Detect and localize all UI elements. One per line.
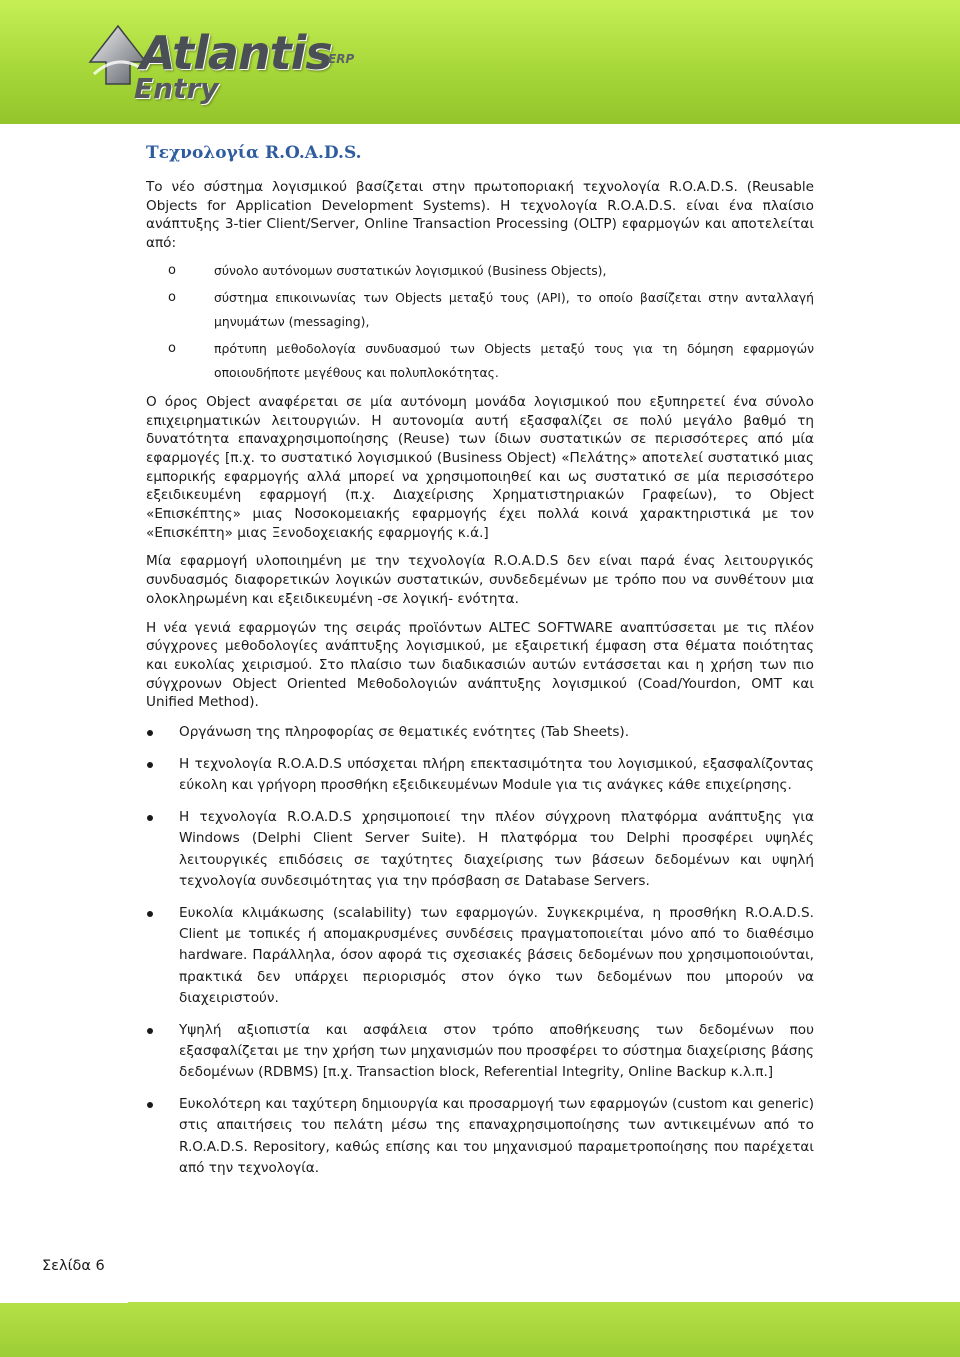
document-body	[146, 142, 814, 1190]
feature-list	[146, 722, 814, 1179]
section-title: Τεχνολογία R.O.A.D.S.	[146, 143, 362, 163]
bullet-icon	[147, 911, 153, 917]
circle-bullet-icon: o	[168, 262, 176, 278]
logo-entry-label: Entry	[134, 72, 219, 105]
bullet-icon	[147, 762, 153, 768]
circle-bullet-icon: o	[168, 340, 176, 356]
bullet-icon	[147, 1028, 153, 1034]
list-item: Η τεχνολογία R.O.A.D.S χρησιμοποιεί την πλέον σύγχρονη πλατφόρμα ανάπτυξης για Windows (Delphi Client Server Suite). Η πλατφόρμα του Delphi προσφέρει υψηλές λειτουργικές επιδόσεις σε ταχύτητες διαχείρισης των βάσεων δεδομένων και υψηλή τεχνολογία συνδεσιμότητας για την πρόσβαση σε Database Servers.	[146, 807, 814, 892]
list-item: o πρότυπη μεθοδολογία συνδυασμού των Objects μεταξύ τους για τη δόμηση εφαρμογών οποιουδήποτε μεγέθους και πολυπλοκότητας.	[146, 337, 814, 385]
list-item: Υψηλή αξιοπιστία και ασφάλεια στον τρόπο αποθήκευσης των δεδομένων που εξασφαλίζεται με την χρήση των μηχανισμών που προσφέρει το σύστημα διαχείρισης βάσης δεδομένων (RDBMS) [π.χ. Transaction block, Referential Integrity, Online Backup κ.λ.π.]	[146, 1020, 814, 1084]
bullet-icon	[147, 1102, 153, 1108]
list-item: Ευκολία κλιμάκωσης (scalability) των εφαρμογών. Συγκεκριμένα, η προσθήκη R.O.A.D.S. Client με τοπικές ή απομακρυσμένες συνδέσεις πραγματοποιείται μόνο από το διαθέσιμο hardware. Παράλληλα, όσον αφορά τις σχεσιακές βάσεις δεδομένων που χρησιμοποιούνται, πρακτικά δεν υπάρχει περιορισμός στον όγκο των δεδομένων που μπορούν να διαχειριστούν.	[146, 903, 814, 1009]
list-item: Η τεχνολογία R.O.A.D.S υπόσχεται πλήρη επεκτασιμότητα του λογισμικού, εξασφαλίζοντας εύκολη και γρήγορη προσθήκη εξειδικευμένων Module για τις ανάγκες κάθε επιχείρησης.	[146, 754, 814, 797]
list-item: Οργάνωση της πληροφορίας σε θεματικές ενότητες (Tab Sheets).	[146, 722, 814, 743]
roads-app-paragraph: Μία εφαρμογή υλοποιημένη με την τεχνολογία R.O.A.D.S δεν είναι παρά ένας λειτουργικός συνδυασμός διαφορετικών λογικών συστατικών, συνδεδεμένων με τρόπο που να συνθέτουν μια ολοκληρωμένη και εξειδικευμένη -σε λογική- ενότητα.	[146, 553, 814, 607]
atlantis-logo	[84, 14, 374, 114]
bullet-icon	[147, 815, 153, 821]
header-band	[0, 0, 960, 124]
logo-wordmark: Atlantis	[140, 26, 332, 80]
logo-erp-label: ERP	[328, 52, 355, 66]
list-item: o σύνολο αυτόνομων συστατικών λογισμικού (Business Objects),	[146, 259, 814, 283]
footer-band	[0, 1302, 960, 1357]
object-paragraph: Ο όρος Object αναφέρεται σε μία αυτόνομη μονάδα λογισμικού που εξυπηρετεί ένα σύνολο επιχειρηματικών λειτουργιών. Η αυτονομία αυτή εξασφαλίζει σε πολύ μεγάλο βαθμό τη δυνατότητα επαναχρησιμοποίησης (Reuse) των ίδιων συστατικών σε περισσότερες από μία εφαρμογές [π.χ. το συστατικό λογισμικού (Business Object) «Πελάτης» αποτελεί συστατικό μιας εμπορικής εφαρμογής αλλά μπορεί να χρησιμοποιηθεί και ως συστατικό σε μία περισσότερο εξειδικευμένη εφαρμογή (π.χ. Διαχείρισης Χρηματιστηριακών Γραφείων), το Object «Επισκέπτης» μιας Νοσοκομειακής εφαρμογής έχει πολλά κοινά χαρακτηριστικά με τον «Επισκέπτη» μιας Ξενοδοχειακής εφαρμογής κ.ά.]	[146, 393, 814, 541]
intro-paragraph: Το νέο σύστημα λογισμικού βασίζεται στην πρωτοποριακή τεχνολογία R.O.A.D.S. (Reusable Objects for Application Development Systems). Η τεχνολογία R.O.A.D.S. είναι ένα πλαίσιο ανάπτυξης 3-tier Client/Server, Online Transaction Processing (OLTP) εφαρμογών και αποτελείται από:	[146, 179, 814, 252]
altec-paragraph: Η νέα γενιά εφαρμογών της σειράς προϊόντων ALTEC SOFTWARE αναπτύσσεται με τις πλέον σύγχρονες μεθοδολογίες ανάπτυξης λογισμικού, με εξαιρετική έμφαση στα θέματα ποιότητας και ευκολίας χειρισμού. Στο πλαίσιο των διαδικασιών αυτών εντάσσεται και η χρήση των πιο σύγχρονων Object Oriented Μεθοδολογιών ανάπτυξης λογισμικού (Coad/Yourdon, OMT και Unified Method).	[146, 619, 814, 711]
list-item: Ευκολότερη και ταχύτερη δημιουργία και προσαρμογή των εφαρμογών (custom και generic) στις απαιτήσεις του πελάτη μέσω της επαναχρησιμοποίησης των αντικειμένων από το R.O.A.D.S. Repository, καθώς επίσης και του μηχανισμού παραμετροποίησης που παρέχεται από την τεχνολογία.	[146, 1094, 814, 1179]
component-list	[146, 259, 814, 385]
circle-bullet-icon: o	[168, 289, 176, 305]
bullet-icon	[147, 730, 153, 736]
list-item: o σύστημα επικοινωνίας των Objects μεταξύ τους (API), το οποίο βασίζεται στην ανταλλαγή μηνυμάτων (messaging),	[146, 286, 814, 334]
page-number: Σελίδα 6	[42, 1258, 105, 1274]
